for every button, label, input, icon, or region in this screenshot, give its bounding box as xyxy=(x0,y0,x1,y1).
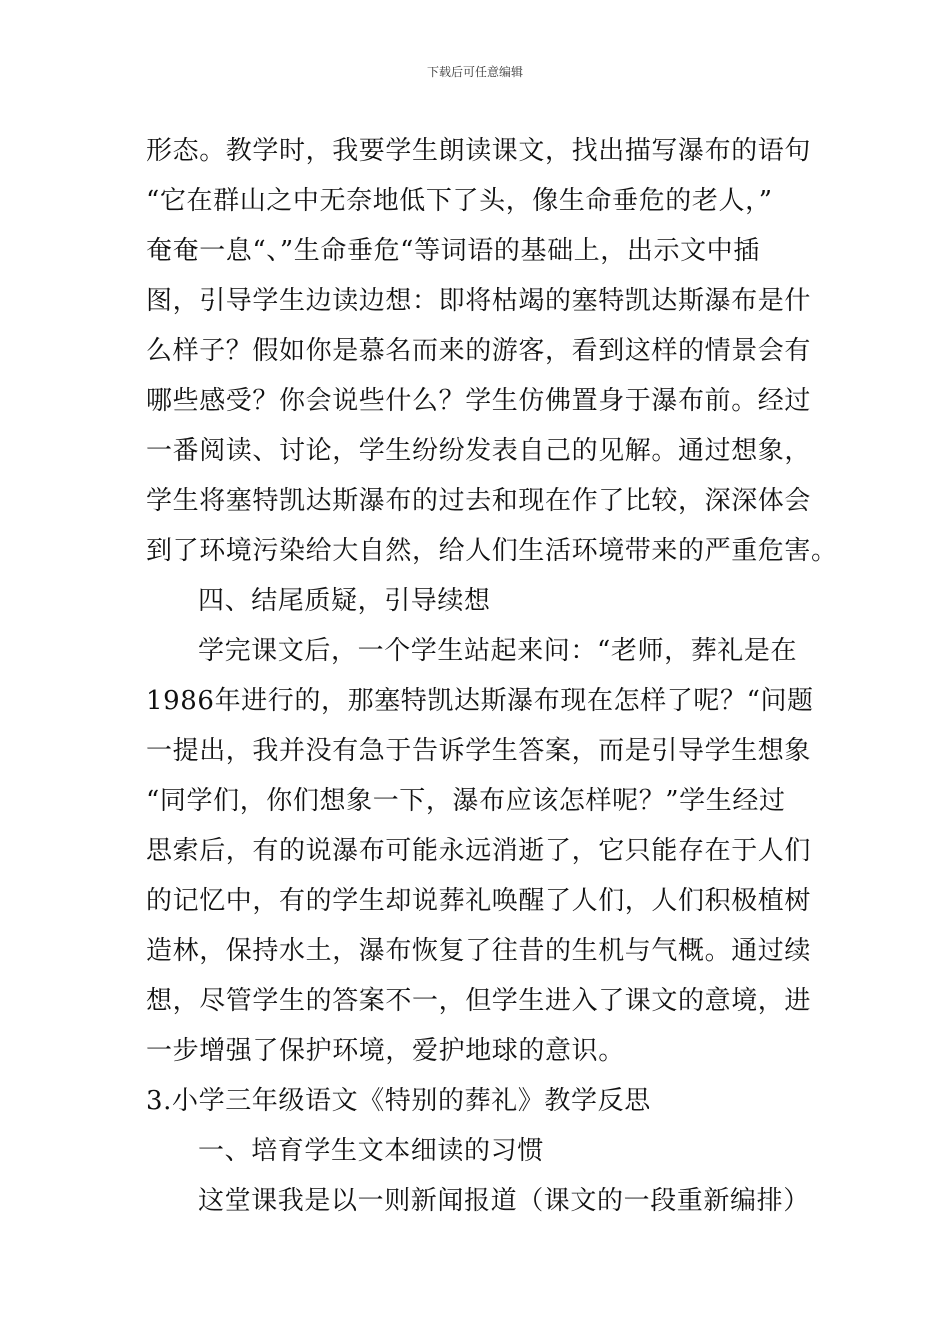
paragraph-line: 到了环境污染给大自然，给人们生活环境带来的严重危害。 xyxy=(146,536,838,566)
paragraph-line: 哪些感受？你会说些什么？学生仿佛置身于瀑布前。经过 xyxy=(146,386,812,416)
paragraph-line: 学完课文后，一个学生站起来问：“老师，葬礼是在 xyxy=(198,636,798,666)
article-title: 3.小学三年级语文《特别的葬礼》教学反思 xyxy=(146,1086,651,1116)
paragraph-line: 奄奄一息“、”生命垂危“等词语的基础上，出示文中插 xyxy=(146,236,760,266)
paragraph-line: 1986年进行的，那塞特凯达斯瀑布现在怎样了呢？“问题 xyxy=(146,686,814,716)
paragraph-line: 图，引导学生边读边想：即将枯竭的塞特凯达斯瀑布是什 xyxy=(146,286,812,316)
paragraph-line: 想，尽管学生的答案不一，但学生进入了课文的意境，进 xyxy=(146,986,812,1016)
paragraph-line: 的记忆中，有的学生却说葬礼唤醒了人们，人们积极植树 xyxy=(146,886,812,916)
paragraph-line: 一番阅读、讨论，学生纷纷发表自己的见解。通过想象， xyxy=(146,436,812,466)
paragraph-line: 思索后，有的说瀑布可能永远消逝了，它只能存在于人们 xyxy=(146,836,812,866)
section-heading: 一、培育学生文本细读的习惯 xyxy=(198,1136,544,1166)
paragraph-line: 么样子？假如你是慕名而来的游客，看到这样的情景会有 xyxy=(146,336,812,366)
page-header: 下载后可任意编辑 xyxy=(426,65,523,79)
paragraph-line: 形态。教学时，我要学生朗读课文，找出描写瀑布的语句 xyxy=(146,136,812,166)
document-body xyxy=(146,126,838,1226)
paragraph-line: 一提出，我并没有急于告诉学生答案，而是引导学生想象 xyxy=(146,736,812,766)
paragraph-line: 造林，保持水土，瀑布恢复了往昔的生机与气概。通过续 xyxy=(146,936,812,966)
section-heading: 四、结尾质疑，引导续想 xyxy=(198,586,491,616)
paragraph-line: 学生将塞特凯达斯瀑布的过去和现在作了比较，深深体会 xyxy=(146,486,812,516)
paragraph-line: 一步增强了保护环境，爱护地球的意识。 xyxy=(146,1036,625,1066)
paragraph-line: “同学们，你们想象一下，瀑布应该怎样呢？”学生经过 xyxy=(146,786,786,816)
paragraph-line: “它在群山之中无奈地低下了头，像生命垂危的老人，” xyxy=(146,186,773,216)
paragraph-line: 这堂课我是以一则新闻报道（课文的一段重新编排） xyxy=(198,1186,810,1216)
